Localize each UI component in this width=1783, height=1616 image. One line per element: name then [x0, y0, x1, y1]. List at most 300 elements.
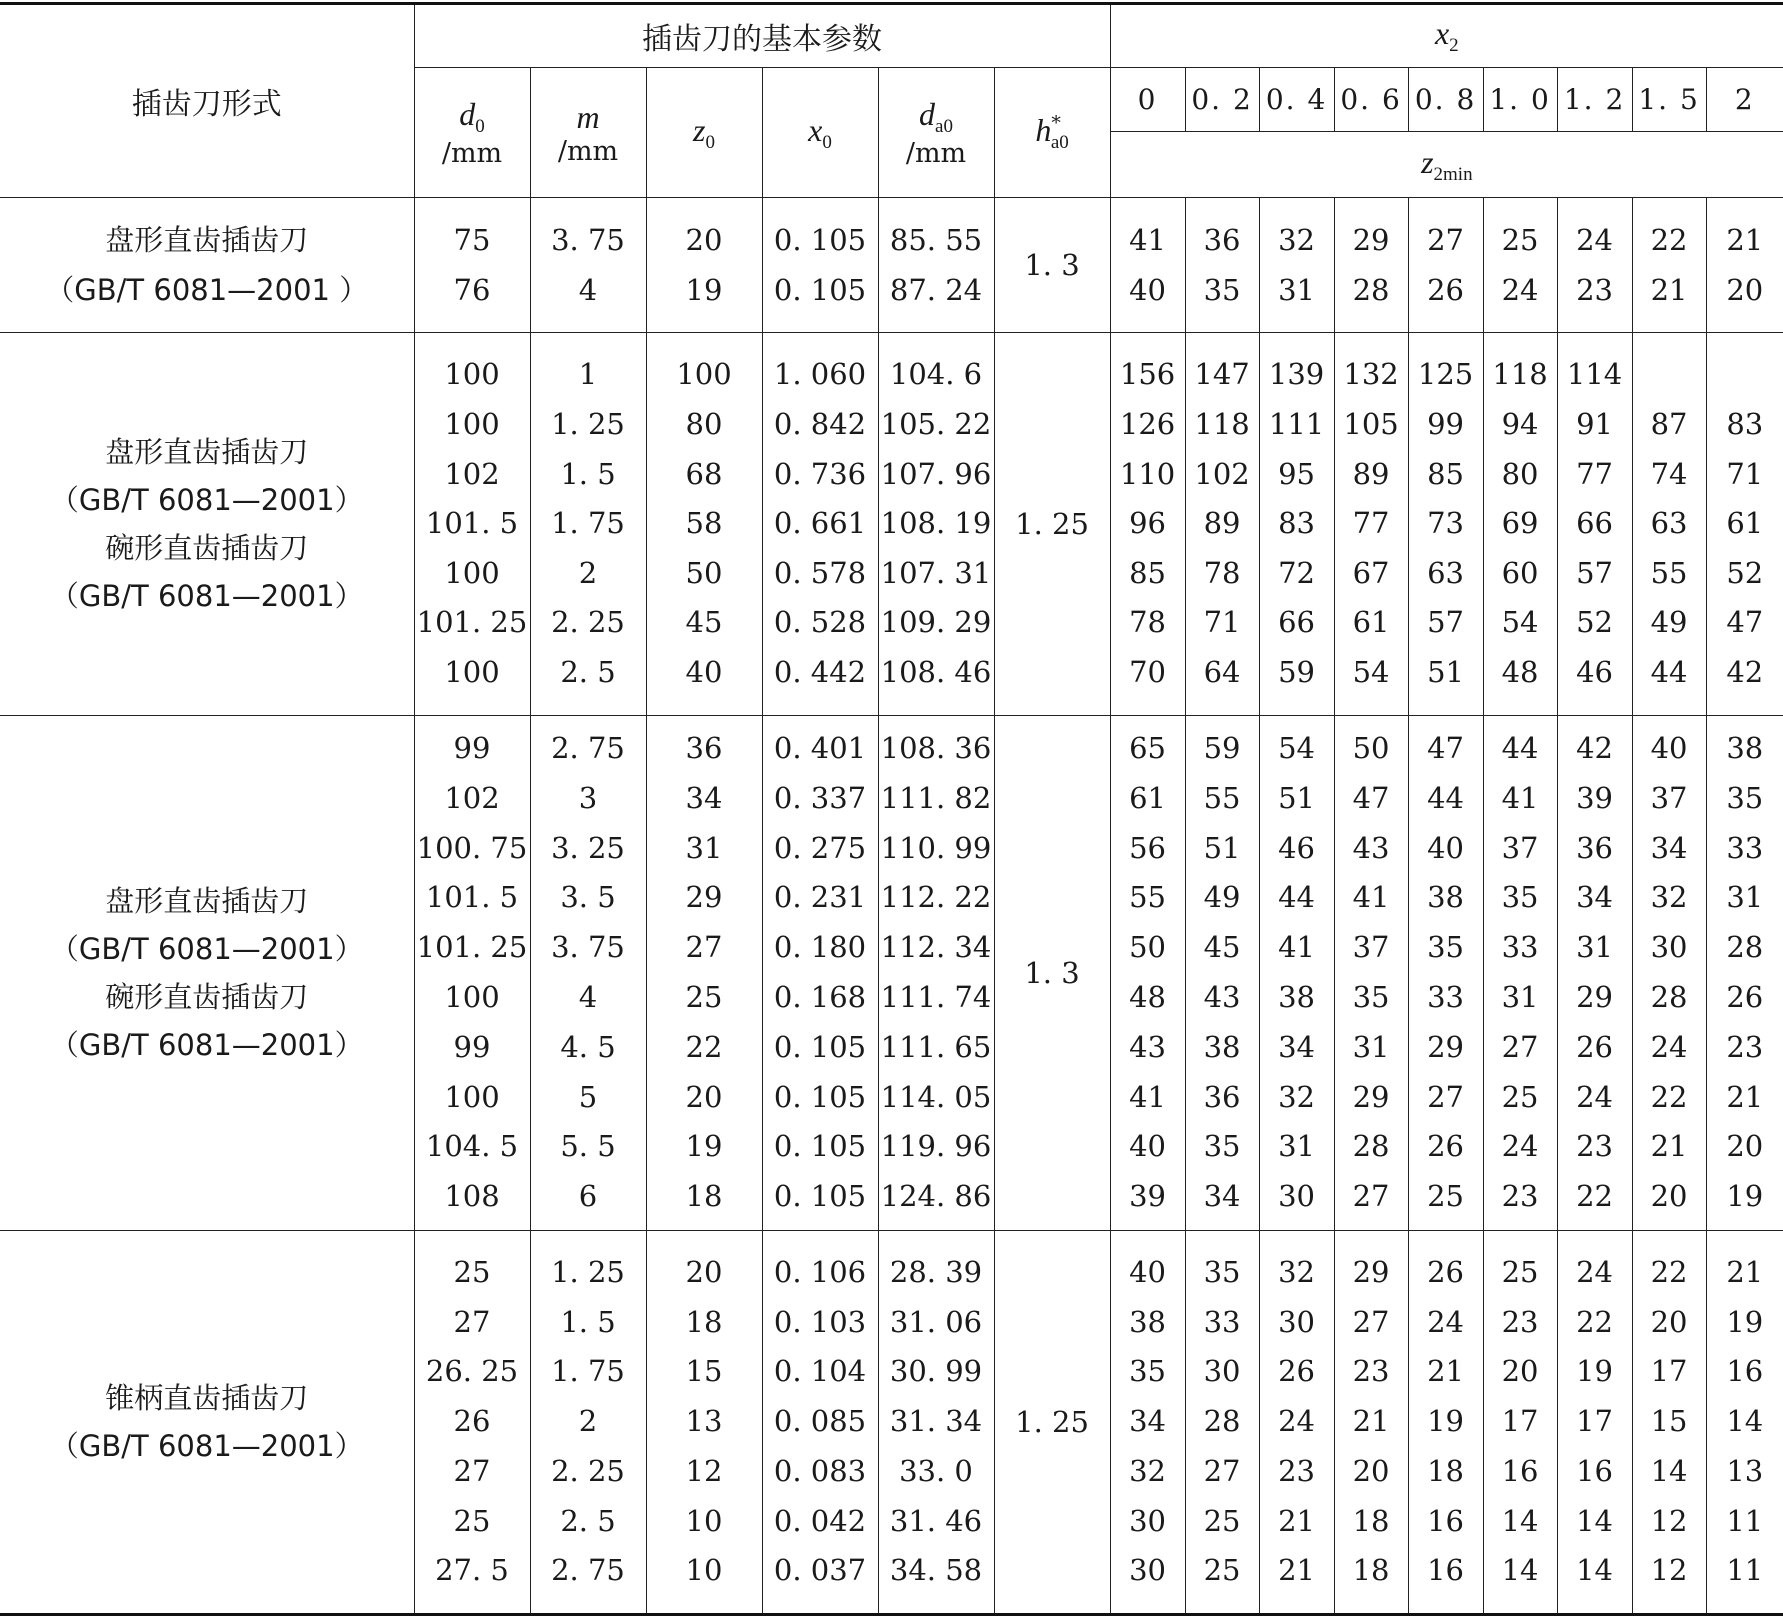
- x2-value-header: 2: [1706, 68, 1783, 132]
- z2min-value: 14: [1726, 1404, 1764, 1439]
- z2min-cell: [1557, 333, 1632, 716]
- z2min-value: 26: [1427, 1129, 1465, 1164]
- z2min-cell: [1483, 198, 1557, 333]
- z0-value: 22: [685, 1029, 723, 1064]
- z2min-value: 73: [1427, 506, 1465, 541]
- z2min-value: 77: [1352, 506, 1390, 541]
- z2min-value: 64: [1203, 654, 1241, 689]
- z2min-value: 19: [1726, 1304, 1764, 1339]
- x0-value: 0. 442: [773, 654, 867, 689]
- z2min-value: 23: [1278, 1453, 1316, 1488]
- z2min-cell: [1259, 333, 1334, 716]
- z2min-value: 19: [1726, 1179, 1764, 1214]
- z2min-cell: [1185, 333, 1259, 716]
- z2min-value: 30: [1203, 1354, 1241, 1389]
- z2min-value: 42: [1576, 731, 1614, 766]
- da0-value: 108. 19: [880, 506, 992, 541]
- z2min-value: 20: [1726, 1129, 1764, 1164]
- x0-value: 0. 736: [773, 456, 867, 491]
- z2min-value: 43: [1352, 830, 1390, 865]
- da0-value: 85. 55: [889, 223, 983, 257]
- x0-value: 0. 661: [773, 506, 867, 541]
- z2min-value: 49: [1203, 880, 1241, 915]
- z2min-value: 25: [1427, 1179, 1465, 1214]
- z2min-value: 110: [1119, 456, 1176, 491]
- z2min-cell: [1483, 333, 1557, 716]
- z2min-value: 12: [1650, 1503, 1688, 1538]
- z2min-value: 77: [1576, 456, 1614, 491]
- x0-value: 1. 060: [773, 357, 867, 392]
- x0-value: 0. 231: [773, 880, 867, 915]
- z2min-header: $z_{2min}$: [1110, 132, 1783, 198]
- z2min-value: 51: [1278, 780, 1316, 815]
- d0-value: 108: [444, 1179, 500, 1214]
- z2min-value: 71: [1726, 456, 1764, 491]
- z2min-cell: [1632, 1231, 1706, 1615]
- z2min-value: 19: [1576, 1354, 1614, 1389]
- z2min-value: 14: [1650, 1453, 1688, 1488]
- m-value: 1. 75: [551, 506, 625, 541]
- z2min-value: 35: [1203, 1254, 1241, 1289]
- z2min-value: 42: [1726, 654, 1764, 689]
- z2min-value: 66: [1278, 605, 1316, 640]
- z2min-value: 38: [1278, 980, 1316, 1014]
- z2min-value: 30: [1129, 1553, 1167, 1588]
- z2min-value: 35: [1726, 780, 1764, 815]
- z2min-value: 78: [1203, 555, 1241, 590]
- z0-value: 45: [685, 605, 723, 640]
- x0-value: 0. 103: [773, 1304, 867, 1339]
- z2min-value: 48: [1501, 654, 1539, 689]
- x0-value: 0. 042: [773, 1503, 867, 1538]
- da0-value: 109. 29: [880, 605, 992, 640]
- da0-value: 105. 22: [880, 407, 992, 442]
- z2min-value: 25: [1501, 1254, 1539, 1289]
- z0-value: 29: [685, 880, 723, 915]
- z2min-value: 26: [1576, 1029, 1614, 1064]
- z2min-value: 132: [1343, 357, 1399, 392]
- z0-cell: [646, 198, 762, 333]
- z2min-value: 59: [1278, 654, 1316, 689]
- m-value: 1. 5: [560, 456, 616, 491]
- da0-value: 111. 74: [880, 980, 992, 1014]
- z2min-value: 29: [1576, 980, 1614, 1014]
- z2min-value: 89: [1203, 506, 1241, 541]
- z2min-value: 21: [1278, 1553, 1316, 1588]
- z2min-value: 45: [1203, 930, 1241, 965]
- z2min-value: 118: [1194, 407, 1250, 442]
- z2min-value: 40: [1129, 1129, 1167, 1164]
- z2min-value: 38: [1129, 1304, 1167, 1339]
- z0-value: 36: [685, 731, 723, 766]
- z2min-cell: [1110, 1231, 1185, 1615]
- z0-value: 12: [685, 1453, 723, 1488]
- da0-value: 31. 06: [889, 1304, 983, 1339]
- da0-value: 28. 39: [889, 1254, 983, 1289]
- z2min-value: 27: [1427, 223, 1465, 257]
- z0-value: 100: [676, 357, 732, 392]
- z2min-value: 11: [1726, 1553, 1764, 1588]
- z2min-cell: [1632, 198, 1706, 333]
- z2min-value: 63: [1427, 555, 1465, 590]
- m-value: 3: [578, 780, 598, 815]
- z2min-value: 17: [1650, 1354, 1688, 1389]
- da0-value: 31. 34: [889, 1404, 983, 1439]
- z2min-value: 25: [1203, 1503, 1241, 1538]
- z2min-cell: [1259, 198, 1334, 333]
- z2min-value: 49: [1650, 605, 1688, 640]
- d0-value: 27: [453, 1453, 491, 1488]
- z2min-value: 125: [1417, 357, 1474, 392]
- z0-value: 18: [685, 1179, 723, 1214]
- d0-cell: [414, 716, 530, 1231]
- cutter-type-line: 盘形直齿插齿刀: [105, 435, 309, 469]
- x0-value: 0. 275: [773, 830, 867, 865]
- z2min-value: 87: [1650, 407, 1688, 442]
- x0-value: 0. 106: [773, 1254, 867, 1289]
- x0-cell: [762, 198, 878, 333]
- cutter-type-line: （GB/T 6081—2001）: [49, 483, 364, 517]
- d0-value: 99: [453, 731, 491, 766]
- m-value: 3. 5: [560, 880, 616, 915]
- cutter-type-cell: [0, 716, 414, 1231]
- d0-cell: [414, 198, 530, 333]
- d0-value: 100. 75: [416, 830, 528, 865]
- m-value: 4: [578, 980, 598, 1014]
- z2min-value: 72: [1278, 555, 1316, 590]
- z2min-value: 28: [1352, 1129, 1390, 1164]
- x0-value: 0. 105: [773, 1079, 867, 1114]
- z2min-value: 27: [1203, 1453, 1241, 1488]
- z2min-value: 23: [1352, 1354, 1390, 1389]
- m-value: 2. 75: [551, 1553, 625, 1588]
- z2min-value: 41: [1129, 1079, 1167, 1114]
- z2min-value: 14: [1501, 1553, 1539, 1588]
- z0-value: 34: [685, 780, 723, 815]
- x2-value-header: 0: [1110, 68, 1185, 132]
- z2min-value: 33: [1427, 980, 1465, 1014]
- z2min-value: 41: [1352, 880, 1390, 915]
- x0-value: 0. 337: [773, 780, 867, 815]
- z2min-value: 17: [1501, 1404, 1539, 1439]
- z2min-value: 52: [1576, 605, 1614, 640]
- z2min-value: 16: [1576, 1453, 1614, 1488]
- x0-value: 0. 578: [773, 555, 867, 590]
- d0-value: 25: [453, 1254, 491, 1289]
- d0-header: $d_0$ /mm: [414, 68, 530, 198]
- da0-value: 107. 31: [880, 555, 992, 590]
- z2min-cell: [1259, 716, 1334, 1231]
- z2min-cell: [1334, 1231, 1408, 1615]
- z2min-cell: [1334, 333, 1408, 716]
- z2min-value: 47: [1352, 780, 1390, 815]
- z2min-value: 24: [1501, 1129, 1539, 1164]
- z0-value: 18: [685, 1304, 723, 1339]
- d0-value: 101. 25: [416, 605, 528, 640]
- da0-value: 33. 0: [899, 1453, 973, 1488]
- z0-cell: [646, 1231, 762, 1615]
- x0-cell: [762, 716, 878, 1231]
- m-value: 4: [578, 273, 598, 307]
- da0-value: 30. 99: [889, 1354, 983, 1389]
- shaper-cutter-table: [0, 2, 1783, 1616]
- z2min-value: 74: [1650, 456, 1688, 491]
- z2min-cell: [1632, 333, 1706, 716]
- z2min-value: 102: [1194, 456, 1250, 491]
- cutter-type-cell: [0, 333, 414, 716]
- z2min-value: 27: [1352, 1179, 1390, 1214]
- z2min-cell: [1259, 1231, 1334, 1615]
- da0-header: $d_{a0}$ /mm: [878, 68, 994, 198]
- x0-cell: [762, 333, 878, 716]
- z2min-value: 36: [1576, 830, 1614, 865]
- cutter-type-line: （GB/T 6081—2001）: [49, 579, 364, 613]
- z2min-value: 31: [1352, 1029, 1390, 1064]
- z2min-value: 22: [1650, 1079, 1688, 1114]
- z2min-value: 12: [1650, 1553, 1688, 1588]
- z2min-value: 111: [1268, 407, 1325, 442]
- type-column-header: 插齿刀形式: [0, 4, 414, 198]
- z2min-cell: [1706, 198, 1783, 333]
- da0-value: 31. 46: [889, 1503, 983, 1538]
- z2min-value: 41: [1129, 223, 1167, 257]
- da0-value: 111. 65: [880, 1029, 992, 1064]
- z2min-value: 21: [1278, 1503, 1316, 1538]
- m-cell: [530, 716, 646, 1231]
- z2min-value: 15: [1650, 1404, 1688, 1439]
- da0-value: 111. 82: [880, 780, 992, 815]
- z2min-value: 38: [1726, 731, 1764, 766]
- z2min-value: 38: [1203, 1029, 1241, 1064]
- z2min-cell: [1706, 1231, 1783, 1615]
- z2min-value: 23: [1576, 1129, 1614, 1164]
- z2min-cell: [1632, 716, 1706, 1231]
- z2min-value: 36: [1203, 223, 1241, 257]
- z2min-value: 29: [1352, 1254, 1390, 1289]
- z0-cell: [646, 333, 762, 716]
- z2min-value: 147: [1194, 357, 1250, 392]
- m-value: 2. 25: [551, 1453, 625, 1488]
- x0-value: 0. 842: [773, 407, 867, 442]
- m-value: 6: [578, 1179, 598, 1214]
- z2min-value: 11: [1726, 1503, 1764, 1538]
- x2-value-header: 0. 8: [1408, 68, 1483, 132]
- z2min-value: [1633, 350, 1706, 400]
- z0-value: 40: [685, 654, 723, 689]
- cutter-type-line: 盘形直齿插齿刀: [105, 223, 309, 257]
- z2min-value: 39: [1129, 1179, 1167, 1214]
- z2min-value: 23: [1501, 1179, 1539, 1214]
- z2min-value: 43: [1203, 980, 1241, 1014]
- z2min-value: 18: [1352, 1503, 1390, 1538]
- z2min-value: 16: [1427, 1503, 1465, 1538]
- z2min-cell: [1408, 333, 1483, 716]
- z0-value: 27: [685, 930, 723, 965]
- da0-value: 112. 34: [880, 930, 992, 965]
- z0-header: $z_0$: [646, 68, 762, 198]
- z2min-value: 44: [1278, 880, 1316, 915]
- cutter-type-line: 碗形直齿插齿刀: [105, 980, 309, 1014]
- table-row-group: [0, 716, 1783, 1231]
- x0-header: $x_0$: [762, 68, 878, 198]
- z2min-value: 44: [1650, 654, 1688, 689]
- ha0-value: 1. 3: [994, 716, 1110, 1231]
- m-value: 3. 75: [551, 223, 625, 257]
- z2min-value: 61: [1129, 780, 1167, 815]
- z2min-value: 21: [1650, 1129, 1688, 1164]
- z2min-value: 44: [1427, 780, 1465, 815]
- d0-value: 25: [453, 1503, 491, 1538]
- z2min-value: 19: [1427, 1404, 1465, 1439]
- z2min-value: 50: [1352, 731, 1390, 766]
- z2min-value: 35: [1129, 1354, 1167, 1389]
- z2min-cell: [1110, 716, 1185, 1231]
- da0-value: 108. 46: [880, 654, 992, 689]
- basic-params-header: 插齿刀的基本参数: [414, 4, 1110, 68]
- z2min-value: 96: [1129, 506, 1167, 541]
- z2min-value: 114: [1566, 357, 1623, 392]
- z2min-value: 99: [1427, 407, 1465, 442]
- z2min-value: 57: [1576, 555, 1614, 590]
- z2min-value: 35: [1501, 880, 1539, 915]
- z2min-value: 65: [1129, 731, 1167, 766]
- z2min-value: 26: [1427, 273, 1465, 307]
- z2min-value: 26: [1278, 1354, 1316, 1389]
- x2-value-header: 1. 0: [1483, 68, 1557, 132]
- z2min-value: 78: [1129, 605, 1167, 640]
- d0-cell: [414, 1231, 530, 1615]
- z2min-value: 60: [1501, 555, 1539, 590]
- z2min-value: 105: [1343, 407, 1399, 442]
- z2min-value: 29: [1352, 1079, 1390, 1114]
- z2min-cell: [1185, 1231, 1259, 1615]
- x0-value: 0. 401: [773, 731, 867, 766]
- z2min-value: 83: [1726, 407, 1764, 442]
- da0-value: 87. 24: [889, 273, 983, 307]
- z2min-value: 31: [1726, 880, 1764, 915]
- ha0-value: 1. 25: [994, 333, 1110, 716]
- x2-header: $x_2$: [1110, 4, 1783, 68]
- z2min-value: 14: [1501, 1503, 1539, 1538]
- x0-value: 0. 083: [773, 1453, 867, 1488]
- z2min-value: 40: [1650, 731, 1688, 766]
- z2min-value: 48: [1129, 980, 1167, 1014]
- z2min-value: 55: [1129, 880, 1167, 915]
- x0-value: 0. 104: [773, 1354, 867, 1389]
- z0-value: 68: [685, 456, 723, 491]
- z2min-value: 32: [1278, 1254, 1316, 1289]
- z2min-value: 31: [1576, 930, 1614, 965]
- z2min-value: 35: [1427, 930, 1465, 965]
- z0-value: 31: [685, 830, 723, 865]
- da0-value: 107. 96: [880, 456, 992, 491]
- z2min-value: 28: [1203, 1404, 1241, 1439]
- d0-cell: [414, 333, 530, 716]
- z2min-value: 38: [1427, 880, 1465, 915]
- d0-value: 100: [444, 980, 500, 1014]
- z2min-value: 34: [1576, 880, 1614, 915]
- z2min-value: 21: [1726, 1079, 1764, 1114]
- z2min-value: 26: [1427, 1254, 1465, 1289]
- z2min-value: 95: [1278, 456, 1316, 491]
- z2min-cell: [1483, 1231, 1557, 1615]
- z2min-value: 41: [1501, 780, 1539, 815]
- da0-cell: [878, 198, 994, 333]
- z2min-value: 20: [1352, 1453, 1390, 1488]
- d0-value: 26. 25: [425, 1354, 519, 1389]
- z2min-value: 22: [1576, 1179, 1614, 1214]
- da0-value: 104. 6: [889, 357, 983, 392]
- z2min-value: 25: [1501, 1079, 1539, 1114]
- z2min-value: 24: [1501, 273, 1539, 307]
- z2min-value: 30: [1278, 1304, 1316, 1339]
- z2min-value: 41: [1278, 930, 1316, 965]
- z2min-cell: [1408, 198, 1483, 333]
- z2min-value: 31: [1501, 980, 1539, 1014]
- da0-value: 124. 86: [880, 1179, 992, 1214]
- z2min-value: 85: [1129, 555, 1167, 590]
- z2min-value: 69: [1501, 506, 1539, 541]
- z2min-value: 43: [1129, 1029, 1167, 1064]
- z2min-value: 25: [1501, 223, 1539, 257]
- z2min-value: 13: [1726, 1453, 1764, 1488]
- z2min-value: 46: [1576, 654, 1614, 689]
- z2min-value: 83: [1278, 506, 1316, 541]
- z2min-cell: [1185, 716, 1259, 1231]
- z2min-value: 30: [1129, 1503, 1167, 1538]
- cutter-type-line: （GB/T 6081—2001 ）: [45, 273, 369, 307]
- z2min-value: 23: [1576, 273, 1614, 307]
- z2min-value: 51: [1427, 654, 1465, 689]
- z2min-value: 27: [1352, 1304, 1390, 1339]
- d0-value: 101. 5: [425, 880, 519, 915]
- z2min-value: 27: [1427, 1079, 1465, 1114]
- m-cell: [530, 333, 646, 716]
- z2min-value: 37: [1352, 930, 1390, 965]
- z2min-value: 66: [1576, 506, 1614, 541]
- ha0-value: 1. 25: [994, 1231, 1110, 1615]
- x2-value-header: 0. 2: [1185, 68, 1259, 132]
- z2min-cell: [1110, 333, 1185, 716]
- z2min-value: 29: [1352, 223, 1390, 257]
- z2min-value: 44: [1501, 731, 1539, 766]
- da0-value: 110. 99: [880, 830, 992, 865]
- z2min-value: 26: [1726, 980, 1764, 1014]
- z2min-value: 29: [1427, 1029, 1465, 1064]
- cutter-type-line: （GB/T 6081—2001）: [49, 932, 364, 966]
- z2min-value: 61: [1352, 605, 1390, 640]
- z2min-value: 33: [1726, 830, 1764, 865]
- z0-value: 80: [685, 407, 723, 442]
- da0-cell: [878, 333, 994, 716]
- z2min-value: 23: [1501, 1304, 1539, 1339]
- z2min-value: 32: [1129, 1453, 1167, 1488]
- z0-value: 20: [685, 223, 723, 257]
- z0-value: 10: [685, 1553, 723, 1588]
- z2min-value: 28: [1650, 980, 1688, 1014]
- z0-value: 20: [685, 1079, 723, 1114]
- z2min-cell: [1185, 198, 1259, 333]
- table-row-group: [0, 333, 1783, 716]
- z2min-value: 21: [1427, 1354, 1465, 1389]
- da0-value: 108. 36: [880, 731, 992, 766]
- m-value: 1: [578, 357, 598, 392]
- z2min-value: 31: [1278, 1129, 1316, 1164]
- table-row-group: [0, 198, 1783, 333]
- z2min-value: 70: [1129, 654, 1167, 689]
- z0-value: 19: [685, 1129, 723, 1164]
- x0-value: 0. 168: [773, 980, 867, 1014]
